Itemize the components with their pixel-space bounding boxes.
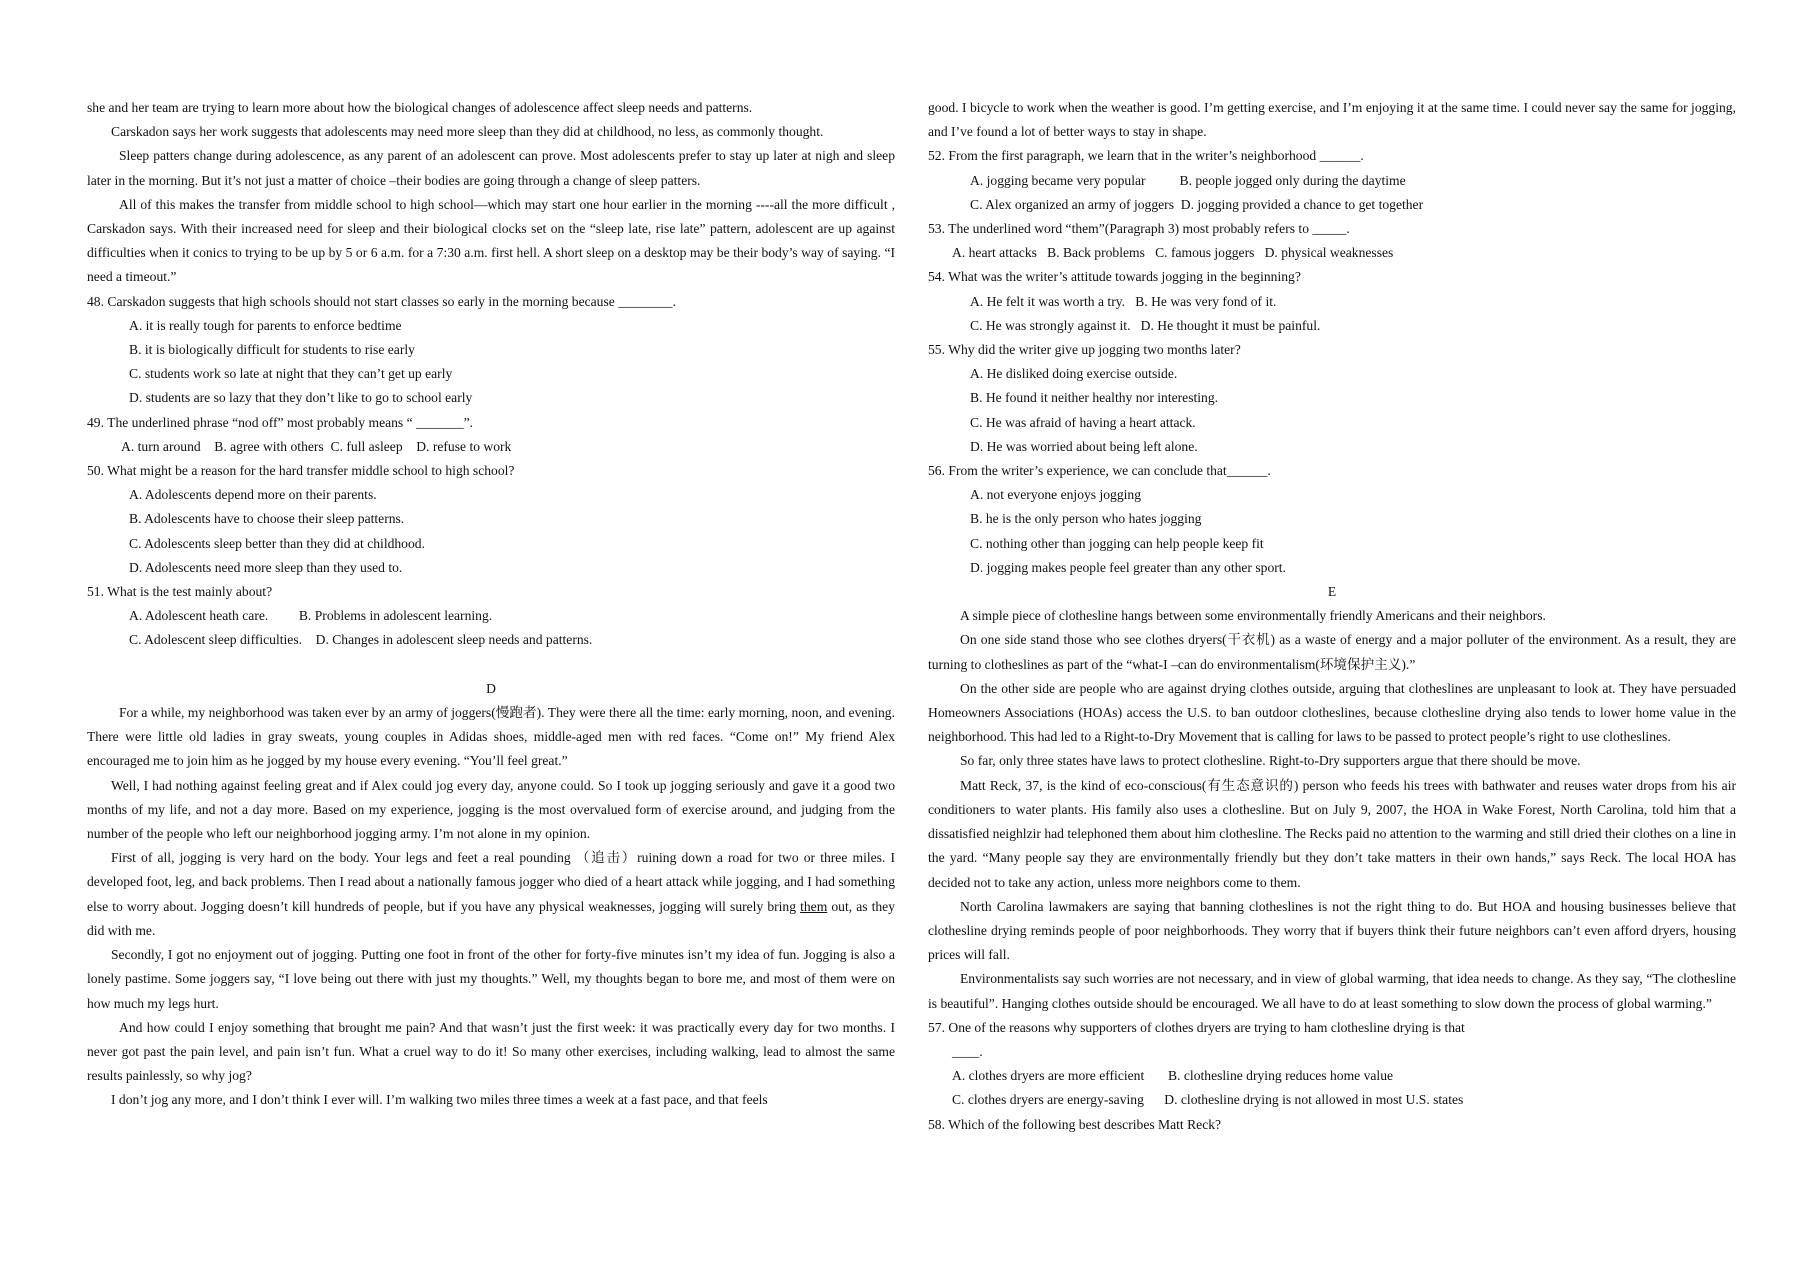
- question-52-options-ab: A. jogging became very popular B. people jogged only during the daytime: [970, 172, 1406, 188]
- section-d-heading: D: [486, 680, 496, 696]
- question-48-option-a: A. it is really tough for parents to enforce bedtime: [129, 317, 402, 333]
- question-51-options-cd: C. Adolescent sleep difficulties. D. Changes in adolescent sleep needs and patterns.: [129, 632, 593, 648]
- passage-d-paragraph: [87, 846, 895, 943]
- passage-d-text: out, as they did with me.: [87, 898, 895, 938]
- question-56: 56. From the writer’s experience, we can conclude that______.: [928, 463, 1271, 479]
- passage-e-paragraph: A simple piece of clothesline hangs between some environmentally friendly Americans and their neighbors.: [960, 608, 1546, 624]
- question-52: 52. From the first paragraph, we learn that in the writer’s neighborhood ______.: [928, 148, 1364, 164]
- passage-d-paragraph: And how could I enjoy something that brought me pain? And that wasn’t just the first week: it was practically every day for two months. I never got past the pain level, and pain isn’t fun. What a cruel way to do it! So many other exercises, including walking, lead to almost the same results painlessly, so why jog?: [87, 1019, 895, 1084]
- passage-e-paragraph: On one side stand those who see clothes dryers(干衣机) as a waste of energy and a major polluter of the environment. As a result, they are turning to clotheslines as part of the “what-I –can do environmentalism(环境保护主义).”: [928, 632, 1736, 672]
- question-50-option-b: B. Adolescents have to choose their sleep patterns.: [129, 511, 405, 527]
- question-48-option-d: D. students are so lazy that they don’t like to go to school early: [129, 390, 473, 406]
- question-49-options: A. turn around B. agree with others C. full asleep D. refuse to work: [121, 438, 512, 454]
- passage-d-text: First of all, jogging is very hard on the body. Your legs and feet a real pounding （追击）ruining down a road for two or three miles. I developed foot, leg, and back problems. Then I read about a nationally famous jogger who died of a heart attack while jogging, and I had something else to worry about. Jogging doesn’t kill hundreds of people, but if you have any physical weaknesses, jogging will surely bring: [87, 850, 895, 914]
- question-55-option-c: C. He was afraid of having a heart attack.: [970, 414, 1196, 430]
- question-55: 55. Why did the writer give up jogging two months later?: [928, 342, 1241, 358]
- passage-c-paragraph: Sleep patters change during adolescence, as any parent of an adolescent can prove. Most adolescents prefer to stay up later at nigh and sleep later in the morning. But it’s not just a matter of choice –their bodies are going through a change of sleep patters.: [87, 148, 895, 188]
- question-48: 48. Carskadon suggests that high schools should not start classes so early in the morning because ________.: [87, 293, 676, 309]
- exam-page: [0, 96, 1819, 1286]
- question-52-options-cd: C. Alex organized an army of joggers D. jogging provided a chance to get together: [970, 196, 1424, 212]
- question-53: 53. The underlined word “them”(Paragraph 3) most probably refers to _____.: [928, 221, 1350, 237]
- passage-e-paragraph: Environmentalists say such worries are not necessary, and in view of global warming, that idea needs to change. As they say, “The clothesline is beautiful”. Hanging clothes outside should be encouraged. We all have to do at least something to slow down the process of global warming.”: [928, 971, 1736, 1011]
- question-50: 50. What might be a reason for the hard transfer middle school to high school?: [87, 463, 515, 479]
- question-48-option-b: B. it is biologically difficult for students to rise early: [129, 342, 415, 358]
- passage-d-paragraph: Secondly, I got no enjoyment out of jogging. Putting one foot in front of the other for forty-five minutes isn’t my idea of fun. Jogging is also a lonely pastime. Some joggers say, “I love being out there with just my thoughts.” Well, my thoughts began to bore me, and most of them were on how much my legs hurt.: [87, 947, 895, 1011]
- question-57-options-ab: A. clothes dryers are more efficient B. clothesline drying reduces home value: [952, 1068, 1394, 1084]
- spacer: [87, 653, 895, 677]
- question-55-option-d: D. He was worried about being left alone.: [970, 438, 1198, 454]
- question-49: 49. The underlined phrase “nod off” most probably means “ _______”.: [87, 414, 474, 430]
- question-50-option-d: D. Adolescents need more sleep than they used to.: [129, 559, 403, 575]
- question-57-blank: ____.: [952, 1043, 983, 1059]
- section-e-heading: E: [1327, 584, 1337, 600]
- question-50-option-c: C. Adolescents sleep better than they did at childhood.: [129, 535, 425, 551]
- question-57-options-cd: C. clothes dryers are energy-saving D. clothesline drying is not allowed in most U.S. states: [952, 1092, 1464, 1108]
- question-57: 57. One of the reasons why supporters of clothes dryers are trying to ham clothesline drying is that: [928, 1019, 1465, 1035]
- question-51-options-ab: A. Adolescent heath care. B. Problems in adolescent learning.: [129, 608, 493, 624]
- right-column: [928, 96, 1736, 1137]
- question-56-option-d: D. jogging makes people feel greater than any other sport.: [970, 559, 1286, 575]
- passage-e-paragraph: So far, only three states have laws to protect clothesline. Right-to-Dry supporters argue that there should be move.: [960, 753, 1581, 769]
- question-54-options-cd: C. He was strongly against it. D. He thought it must be painful.: [970, 317, 1321, 333]
- passage-e-paragraph: Matt Reck, 37, is the kind of eco-conscious(有生态意识的) person who feeds his trees with bathwater and reuses water drops from his air conditioners to water plants. His family also uses a clothesline. But on July 9, 2007, the HOA in Wake Forest, North Carolina, told him that a dissatisfied neighlzir had telephoned them about him clothesline. The Recks paid no attention to the warming and still dried their clothes on a line in the yard. “Many people say they are environmentally friendly but they don’t take matters in their own hands,” says Reck. The local HOA has decided not to take any action, unless more neighbors come to them.: [928, 777, 1736, 890]
- question-50-option-a: A. Adolescents depend more on their parents.: [129, 487, 377, 503]
- passage-d-paragraph: I don’t jog any more, and I don’t think I ever will. I’m walking two miles three times a week at a fast pace, and that feels: [111, 1092, 768, 1108]
- question-56-option-c: C. nothing other than jogging can help people keep fit: [970, 535, 1264, 551]
- question-48-option-c: C. students work so late at night that they can’t get up early: [129, 366, 453, 382]
- passage-e-paragraph: On the other side are people who are against drying clothes outside, arguing that clotheslines are unpleasant to look at. They have persuaded Homeowners Associations (HOAs) access the U.S. to ban outdoor clotheslines, because clothesline drying also tends to lower home value in the neighborhood. This had led to a Right-to-Dry Movement that is calling for laws to be passed to protect people’s right to use clotheslines.: [928, 680, 1736, 745]
- left-column: [87, 96, 895, 1113]
- passage-d-paragraph: Well, I had nothing against feeling great and if Alex could jog every day, anyone could. So I took up jogging seriously and gave it a good two months of my life, and not a day more. Based on my experience, jogging is the most overvalued form of exercise around, and judging from the number of the people who left our neighborhood jogging army. I’m not alone in my opinion.: [87, 777, 895, 842]
- question-56-option-b: B. he is the only person who hates jogging: [970, 511, 1202, 527]
- passage-e-paragraph: North Carolina lawmakers are saying that banning clotheslines is not the right thing to do. But HOA and housing businesses believe that clothesline drying reminds people of poor neighborhoods. They worry that if buyers think their future neighbors can’t even afford dryers, housing prices will fall.: [928, 898, 1736, 963]
- passage-c-paragraph: All of this makes the transfer from middle school to high school—which may start one hour earlier in the morning ----all the more difficult , Carskadon says. With their increased need for sleep and their biological clocks set on the “sleep late, rise late” pattern, adolescent are up against difficulties when it conics to trying to be up by 5 or 6 a.m. for a 7:30 a.m. first hell. A short sleep on a desktop may be their body’s way of saying. “I need a timeout.”: [87, 196, 895, 285]
- question-55-option-b: B. He found it neither healthy nor interesting.: [970, 390, 1219, 406]
- passage-d-paragraph: good. I bicycle to work when the weather is good. I’m getting exercise, and I’m enjoying it at the same time. I could never say the same for jogging, and I’ve found a lot of better ways to stay in shape.: [928, 100, 1736, 140]
- passage-c-paragraph: Carskadon says her work suggests that adolescents may need more sleep than they did at childhood, no less, as commonly thought.: [111, 124, 824, 140]
- passage-c-paragraph: she and her team are trying to learn more about how the biological changes of adolescence affect sleep needs and patterns.: [87, 100, 753, 115]
- question-56-option-a: A. not everyone enjoys jogging: [970, 487, 1142, 503]
- question-55-option-a: A. He disliked doing exercise outside.: [970, 366, 1178, 382]
- question-51: 51. What is the test mainly about?: [87, 584, 273, 600]
- underlined-word-them: them: [800, 898, 828, 914]
- question-54-options-ab: A. He felt it was worth a try. B. He was very fond of it.: [970, 293, 1277, 309]
- question-54: 54. What was the writer’s attitude towards jogging in the beginning?: [928, 269, 1301, 285]
- question-53-options: A. heart attacks B. Back problems C. famous joggers D. physical weaknesses: [952, 245, 1394, 261]
- passage-d-paragraph: For a while, my neighborhood was taken ever by an army of joggers(慢跑者). They were there all the time: early morning, noon, and evening. There were little old ladies in gray sweats, young couples in Adidas shoes, middle-aged men with red faces. “Come on!” My friend Alex encouraged me to join him as he jogged by my house every evening. “You’ll feel great.”: [87, 705, 895, 769]
- question-58: 58. Which of the following best describes Matt Reck?: [928, 1116, 1222, 1132]
